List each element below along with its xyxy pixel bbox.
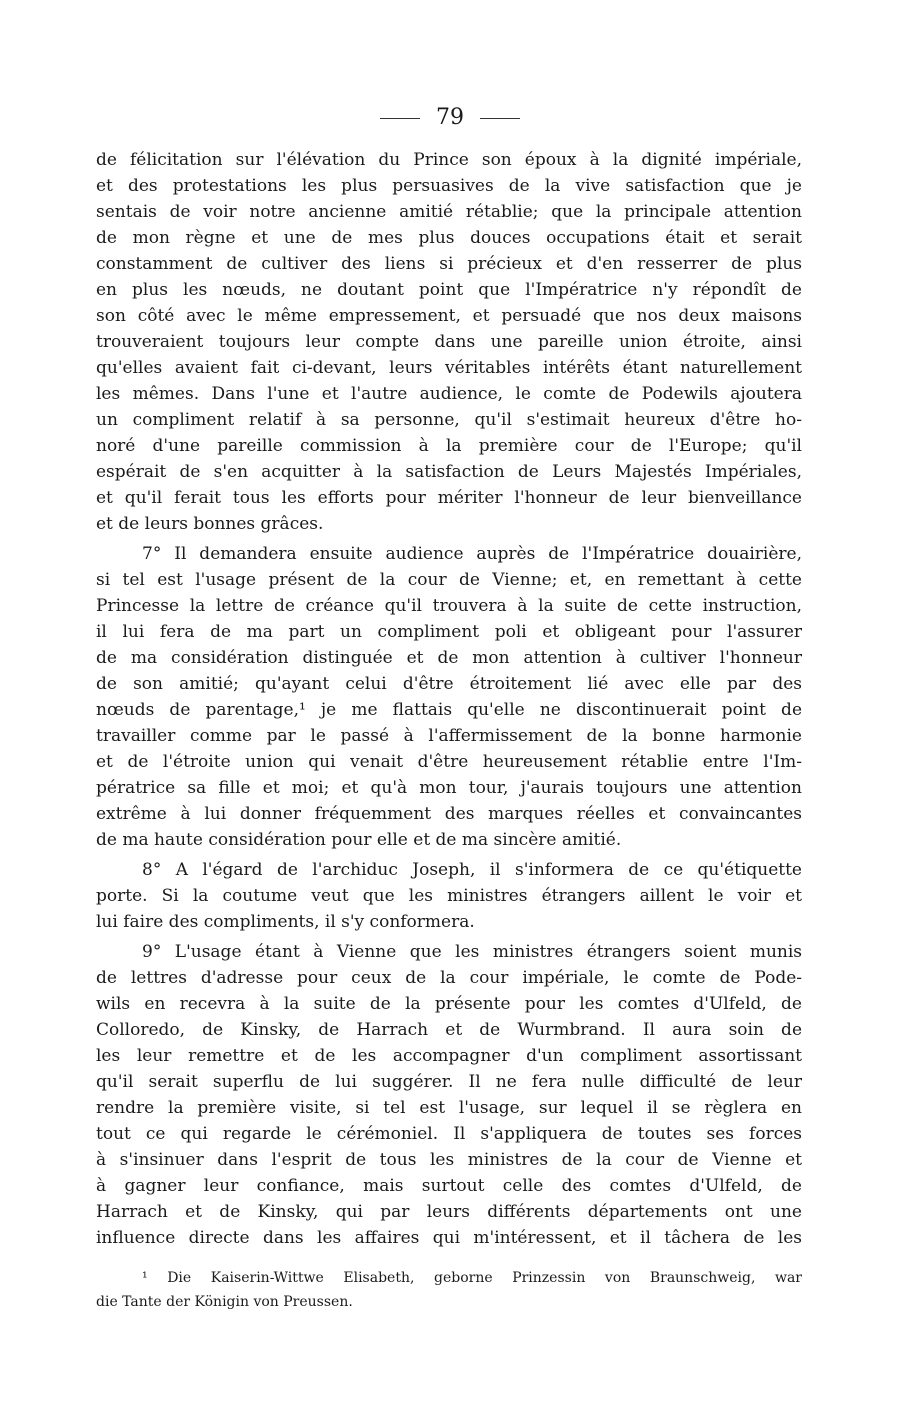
text-line: 8° A l'égard de l'archiduc Joseph, il s'informera de ce qu'étiquette: [142, 860, 802, 880]
body-text: [96, 147, 802, 1251]
text-line: rendre la première visite, si tel est l'usage, sur lequel il se règlera en: [96, 1098, 802, 1118]
text-line: extrême à lui donner fréquemment des marques réelles et convaincantes: [96, 804, 802, 824]
text-line: et de l'étroite union qui venait d'être heureusement rétablie entre l'Im-: [96, 752, 802, 772]
text-line: il lui fera de ma part un compliment poli et obligeant pour l'assurer: [96, 622, 802, 642]
text-line: nœuds de parentage,¹ je me flattais qu'elle ne discontinuerait point de: [96, 700, 802, 720]
text-line: de félicitation sur l'élévation du Prince son époux à la dignité impériale,: [96, 150, 802, 170]
paragraph-3: [96, 857, 802, 935]
text-line: sentais de voir notre ancienne amitié rétablie; que la principale attention: [96, 202, 802, 222]
text-line: pératrice sa fille et moi; et qu'à mon tour, j'aurais toujours une attention: [96, 778, 802, 798]
text-line: de ma haute considération pour elle et de ma sincère amitié.: [96, 830, 622, 850]
paragraph-1: [96, 147, 802, 537]
header-rule-right: [480, 118, 520, 119]
text-line: un compliment relatif à sa personne, qu'il s'estimait heureux d'être ho-: [96, 410, 802, 430]
text-line: Princesse la lettre de créance qu'il trouvera à la suite de cette instruction,: [96, 596, 802, 616]
text-line: de son amitié; qu'ayant celui d'être étroitement lié avec elle par des: [96, 674, 802, 694]
text-line: tout ce qui regarde le cérémoniel. Il s'appliquera de toutes ses forces: [96, 1124, 802, 1144]
text-line: noré d'une pareille commission à la première cour de l'Europe; qu'il: [96, 436, 802, 456]
text-line: qu'elles avaient fait ci-devant, leurs véritables intérêts étant naturellement: [96, 358, 802, 378]
header-rule-left: [380, 118, 420, 119]
text-line: les leur remettre et de les accompagner d'un compliment assortissant: [96, 1046, 802, 1066]
text-line: 7° Il demandera ensuite audience auprès de l'Impératrice douairière,: [142, 544, 802, 564]
text-line: et de leurs bonnes grâces.: [96, 514, 324, 534]
text-line: si tel est l'usage présent de la cour de Vienne; et, en remettant à cette: [96, 570, 802, 590]
text-line: à s'insinuer dans l'esprit de tous les ministres de la cour de Vienne et: [96, 1150, 802, 1170]
text-line: en plus les nœuds, ne doutant point que l'Impératrice n'y répondît de: [96, 280, 802, 300]
page-number: 79: [436, 105, 464, 130]
paragraph-4: [96, 939, 802, 1251]
text-line: trouveraient toujours leur compte dans une pareille union étroite, ainsi: [96, 332, 802, 352]
text-line: de lettres d'adresse pour ceux de la cour impériale, le comte de Pode-: [96, 968, 802, 988]
text-line: et qu'il ferait tous les efforts pour mériter l'honneur de leur bienveillance: [96, 488, 802, 508]
text-line: espérait de s'en acquitter à la satisfaction de Leurs Majestés Impériales,: [96, 462, 802, 482]
text-line: porte. Si la coutume veut que les ministres étrangers aillent le voir et: [96, 886, 802, 906]
page-header: [0, 103, 900, 133]
footnote-line: die Tante der Königin von Preussen.: [96, 1294, 353, 1310]
text-line: Harrach et de Kinsky, qui par leurs différents départements ont une: [96, 1202, 802, 1222]
text-line: lui faire des compliments, il s'y conformera.: [96, 912, 475, 932]
text-line: wils en recevra à la suite de la présente pour les comtes d'Ulfeld, de: [96, 994, 802, 1014]
footnote-line: ¹ Die Kaiserin-Wittwe Elisabeth, geborne Prinzessin von Braunschweig, war: [142, 1270, 802, 1286]
text-line: qu'il serait superflu de lui suggérer. Il ne fera nulle difficulté de leur: [96, 1072, 802, 1092]
text-line: influence directe dans les affaires qui m'intéressent, et il tâchera de les: [96, 1228, 802, 1248]
text-line: de mon règne et une de mes plus douces occupations était et serait: [96, 228, 802, 248]
text-line: les mêmes. Dans l'une et l'autre audience, le comte de Podewils ajoutera: [96, 384, 802, 404]
text-line: à gagner leur confiance, mais surtout celle des comtes d'Ulfeld, de: [96, 1176, 802, 1196]
text-line: et des protestations les plus persuasives de la vive satisfaction que je: [96, 176, 802, 196]
footnotes: [96, 1266, 802, 1314]
paragraph-2: [96, 541, 802, 853]
text-line: 9° L'usage étant à Vienne que les ministres étrangers soient munis: [142, 942, 802, 962]
text-line: son côté avec le même empressement, et persuadé que nos deux maisons: [96, 306, 802, 326]
text-line: travailler comme par le passé à l'affermissement de la bonne harmonie: [96, 726, 802, 746]
text-line: Colloredo, de Kinsky, de Harrach et de Wurmbrand. Il aura soin de: [96, 1020, 802, 1040]
text-line: de ma considération distinguée et de mon attention à cultiver l'honneur: [96, 648, 802, 668]
text-line: constamment de cultiver des liens si précieux et d'en resserrer de plus: [96, 254, 802, 274]
